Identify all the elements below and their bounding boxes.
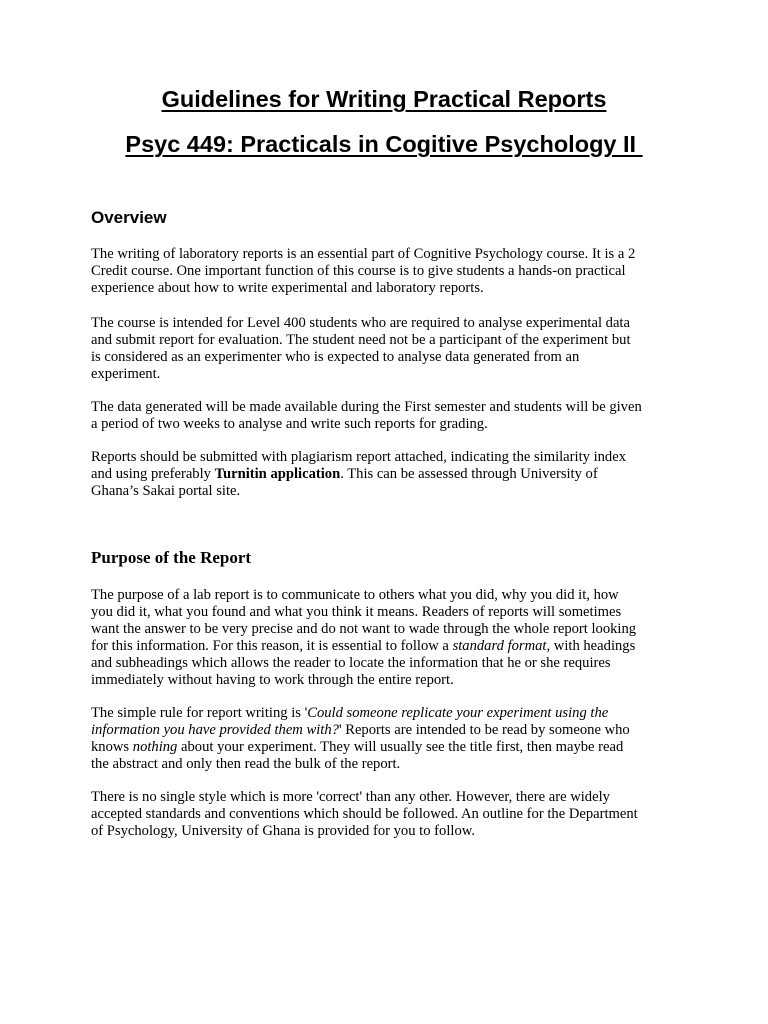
text-run: and using preferably: [91, 466, 215, 482]
text-line: immediately without having to work through the entire report.: [91, 672, 454, 688]
text-line: Credit course. One important function of this course is to give students a hands-on practical: [91, 263, 626, 279]
turnitin-bold-text: Turnitin application: [214, 466, 341, 482]
text-line: and submit report for evaluation. The student need not be a participant of the experiment but: [91, 332, 631, 348]
text-line: experience about how to write experimental and laboratory reports.: [91, 280, 484, 296]
text-line: [91, 466, 691, 483]
document-title: Guidelines for Writing Practical Reports: [161, 86, 607, 112]
text-line: a period of two weeks to analyse and write such reports for grading.: [91, 416, 488, 432]
text-line: the abstract and only then read the bulk of the report.: [91, 756, 401, 772]
nothing-italic: nothing: [132, 739, 178, 755]
overview-paragraph-4: [91, 449, 691, 500]
text-run: , with headings: [546, 638, 636, 654]
text-line: is considered as an experimenter who is expected to analyse data generated from an: [91, 349, 580, 365]
rule-italic: Could someone replicate your experiment using the: [307, 705, 609, 721]
text-line: Ghana’s Sakai portal site.: [91, 483, 241, 499]
text-line: experiment.: [91, 366, 161, 382]
text-line: of Psychology, University of Ghana is provided for you to follow.: [91, 823, 475, 839]
text-line: The purpose of a lab report is to communicate to others what you did, why you did it, how: [91, 587, 619, 603]
overview-heading: Overview: [91, 208, 167, 227]
purpose-heading: Purpose of the Report: [91, 548, 252, 567]
text-line: The writing of laboratory reports is an essential part of Cognitive Psychology course. It is a 2: [91, 246, 636, 262]
text-line: [91, 638, 691, 655]
standard-format-italic: standard format: [452, 638, 547, 654]
course-title: Psyc 449: Practicals in Cogitive Psychology II: [125, 131, 643, 157]
text-line: [91, 739, 691, 756]
purpose-paragraph-3: [91, 789, 691, 840]
text-run: for this information. For this reason, it is essential to follow a: [91, 638, 453, 654]
text-line: you did it, what you found and what you think it means. Readers of reports will sometimes: [91, 604, 622, 620]
text-run: . This can be assessed through University of: [340, 466, 598, 482]
text-line: Reports should be submitted with plagiarism report attached, indicating the similarity index: [91, 449, 626, 465]
text-line: There is no single style which is more 'correct' than any other. However, there are widely: [91, 789, 610, 805]
rule-italic: information you have provided them with?: [91, 722, 339, 738]
text-run: ' Reports are intended to be read by someone who: [338, 722, 630, 738]
text-line: [91, 722, 691, 739]
overview-paragraph-3: [91, 399, 691, 433]
text-run: knows: [91, 739, 133, 755]
text-run: about your experiment. They will usually see the title first, then maybe read: [177, 739, 624, 755]
text-run: The simple rule for report writing is ': [91, 705, 308, 721]
text-line: The course is intended for Level 400 students who are required to analyse experimental data: [91, 315, 630, 331]
overview-paragraph-1: [91, 246, 691, 297]
purpose-paragraph-2: [91, 705, 691, 773]
text-line: want the answer to be very precise and do not want to wade through the whole report looking: [91, 621, 637, 637]
text-line: The data generated will be made available during the First semester and students will be given: [91, 399, 642, 415]
text-line: accepted standards and conventions which should be followed. An outline for the Department: [91, 806, 638, 822]
text-line: and subheadings which allows the reader to locate the information that he or she requires: [91, 655, 611, 671]
purpose-paragraph-1: [91, 587, 691, 689]
overview-paragraph-2: [91, 315, 691, 383]
text-line: [91, 705, 691, 722]
